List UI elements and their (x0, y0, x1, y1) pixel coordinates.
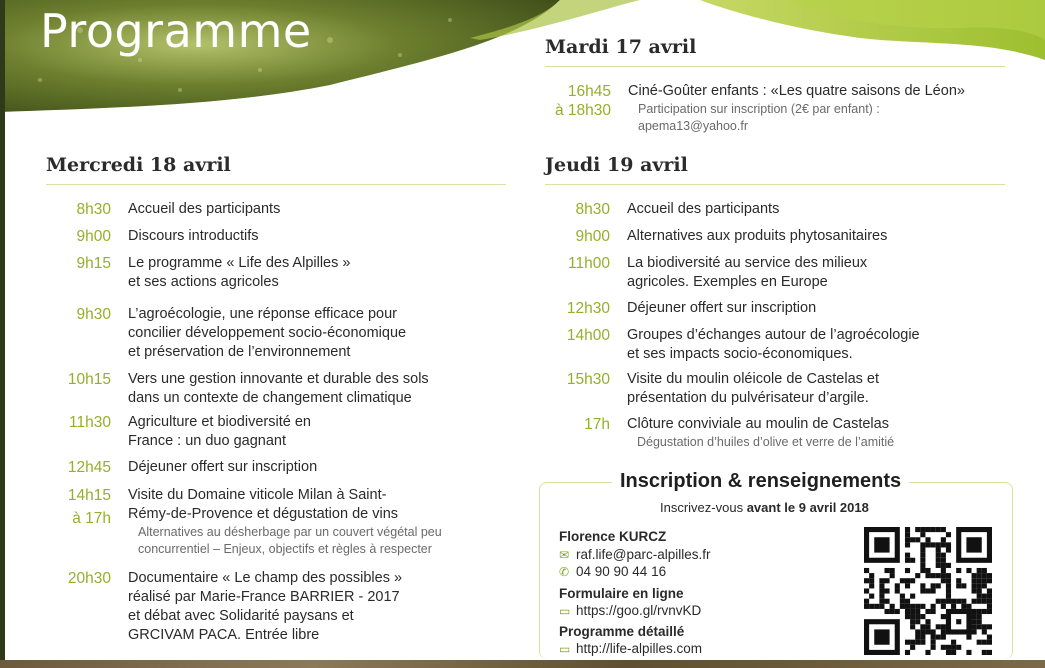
item-text: agricoles. Exemples en Europe (627, 274, 828, 290)
qr-code[interactable] (864, 527, 992, 655)
item-text: et ses impacts socio-économiques. (627, 346, 853, 362)
envelope-icon: ✉ (559, 548, 570, 562)
time-slot (53, 569, 111, 645)
deadline-prefix: Inscrivez-vous (660, 500, 747, 515)
program-label: Programme détaillé (559, 624, 685, 639)
item-text: L’agroécologie, une réponse efficace pour (128, 306, 397, 322)
contact-email-row (559, 547, 711, 562)
item-text: présentation du pulvérisateur d’argile. (627, 390, 869, 406)
item-text: France : un duo gagnant (128, 433, 287, 449)
schedule-item (552, 299, 816, 318)
contact-phone-row (559, 564, 666, 579)
item-text: Vers une gestion innovante et durable des sols (128, 371, 429, 387)
item-body (611, 82, 965, 135)
item-text: GRCIVAM PACA. Entrée libre (128, 627, 320, 643)
start-time: 17h (584, 416, 610, 433)
deadline-date: avant le 9 avril 2018 (746, 500, 869, 515)
start-time: 8h30 (575, 201, 610, 218)
item-body (610, 254, 867, 292)
item-subtext: concurrentiel – Enjeux, objectifs et règles à respecter (138, 542, 432, 556)
time-slot (552, 326, 610, 364)
item-text: et préservation de l’environnement (128, 344, 351, 360)
item-body (610, 326, 920, 364)
schedule-item (553, 82, 965, 135)
start-time: 10h15 (67, 371, 111, 388)
item-text: Clôture conviviale au moulin de Castelas (627, 416, 889, 432)
item-body (111, 458, 317, 477)
program-url-row (559, 641, 702, 656)
start-time: 11h00 (568, 255, 610, 272)
schedule-item (552, 326, 920, 364)
item-text: Déjeuner offert sur inscription (627, 300, 817, 316)
end-time: à 18h30 (554, 102, 611, 119)
schedule-item (552, 227, 887, 246)
item-email[interactable]: apema13@yahoo.fr (638, 119, 748, 133)
time-slot (53, 486, 111, 558)
item-text: Documentaire « Le champ des possibles » (128, 570, 403, 586)
time-slot (552, 415, 610, 451)
time-slot (53, 227, 111, 246)
form-url-row (559, 603, 701, 618)
schedule-item (53, 458, 317, 477)
schedule-item (53, 305, 406, 362)
start-time: 12h45 (67, 459, 111, 476)
monitor-icon: ▭ (559, 642, 571, 656)
time-slot (53, 305, 111, 362)
day-heading-text: Mardi 17 avril (545, 36, 704, 58)
form-label: Formulaire en ligne (559, 586, 684, 601)
contact-name: Florence KURCZ (559, 529, 667, 544)
start-time: 9h00 (76, 228, 111, 245)
time-slot (553, 82, 611, 135)
start-time: 14h15 (67, 487, 111, 504)
schedule-item (552, 415, 894, 451)
item-text: Discours introductifs (128, 228, 259, 244)
item-text: Le programme « Life des Alpilles » (128, 255, 351, 271)
start-time: 16h45 (567, 83, 611, 100)
time-slot (53, 254, 111, 292)
item-body (111, 305, 406, 362)
schedule-item (552, 370, 879, 408)
item-text: La biodiversité au service des milieux (627, 255, 868, 271)
item-text: Visite du moulin oléicole de Castelas et (627, 371, 880, 387)
item-subtext: Alternatives au désherbage par un couvert végétal peu (138, 525, 442, 539)
start-time: 20h30 (67, 570, 111, 587)
program-url-link[interactable]: http://life-alpilles.com (576, 641, 703, 656)
start-time: 9h30 (76, 306, 111, 323)
start-time: 14h00 (566, 327, 610, 344)
left-edge-strip (0, 0, 5, 668)
item-body (610, 415, 894, 451)
bottom-strip (0, 660, 1045, 668)
time-slot (552, 227, 610, 246)
day-heading-mardi (545, 36, 1005, 67)
item-text: Ciné-Goûter enfants : «Les quatre saisons de Léon» (628, 83, 965, 99)
start-time: 9h15 (76, 255, 111, 272)
item-body (610, 299, 816, 318)
item-text: et ses actions agricoles (128, 274, 279, 290)
item-text: et débat avec Solidarité paysans et (128, 608, 354, 624)
schedule-item (53, 413, 311, 451)
contact-email[interactable]: raf.life@parc-alpilles.fr (576, 547, 711, 562)
monitor-icon: ▭ (559, 604, 571, 618)
item-text: Visite du Domaine viticole Milan à Saint- (128, 487, 387, 503)
start-time: 15h30 (566, 371, 610, 388)
item-body (111, 413, 311, 451)
item-body (111, 200, 280, 219)
time-slot (552, 299, 610, 318)
item-subtext: Dégustation d’huiles d’olive et verre de l’amitié (637, 435, 895, 449)
form-url-link[interactable]: https://goo.gl/rvnvKD (576, 603, 702, 618)
item-body (111, 254, 350, 292)
start-time: 8h30 (76, 201, 111, 218)
schedule-item (552, 200, 779, 219)
item-body (610, 200, 779, 219)
item-text: Agriculture et biodiversité en (128, 414, 311, 430)
time-slot (552, 200, 610, 219)
item-body (610, 227, 887, 246)
item-body (610, 370, 879, 408)
item-text: concilier développement socio-économique (128, 325, 407, 341)
item-body (111, 227, 259, 246)
time-slot (552, 370, 610, 408)
schedule-item (53, 227, 259, 246)
schedule-item (53, 254, 350, 292)
inscription-title: Inscription & renseignements (612, 470, 909, 493)
start-time: 9h00 (575, 228, 610, 245)
time-slot (53, 200, 111, 219)
start-time: 12h30 (566, 300, 610, 317)
day-heading-text: Mercredi 18 avril (46, 154, 239, 176)
item-body (111, 569, 402, 645)
contact-phone: 04 90 90 44 16 (576, 564, 667, 579)
item-text: Accueil des participants (627, 201, 780, 217)
schedule-item (53, 370, 429, 408)
day-heading-jeudi (545, 154, 1005, 185)
item-text: Déjeuner offert sur inscription (128, 459, 318, 475)
time-slot (552, 254, 610, 292)
end-time: à 17h (72, 510, 111, 527)
item-text: Accueil des participants (128, 201, 281, 217)
day-heading-text: Jeudi 19 avril (545, 154, 696, 176)
schedule-item (552, 254, 867, 292)
item-text: réalisé par Marie-France BARRIER - 2017 (128, 589, 400, 605)
day-heading-mercredi (46, 154, 506, 185)
time-slot (53, 370, 111, 408)
time-slot (53, 458, 111, 477)
inscription-deadline (660, 500, 869, 515)
item-subtext: Participation sur inscription (2€ par enfant) : (638, 102, 880, 116)
page-title: Programme (40, 4, 312, 58)
item-text: dans un contexte de changement climatique (128, 390, 412, 406)
schedule-item (53, 569, 402, 645)
item-text: Rémy-de-Provence et dégustation de vins (128, 506, 399, 522)
schedule-item (53, 486, 442, 558)
schedule-item (53, 200, 280, 219)
item-body (111, 370, 429, 408)
item-text: Groupes d’échanges autour de l’agroécologie (627, 327, 920, 343)
item-text: Alternatives aux produits phytosanitaires (627, 228, 888, 244)
start-time: 11h30 (69, 414, 111, 431)
item-body (111, 486, 442, 558)
time-slot (53, 413, 111, 451)
phone-icon: ✆ (559, 565, 570, 579)
